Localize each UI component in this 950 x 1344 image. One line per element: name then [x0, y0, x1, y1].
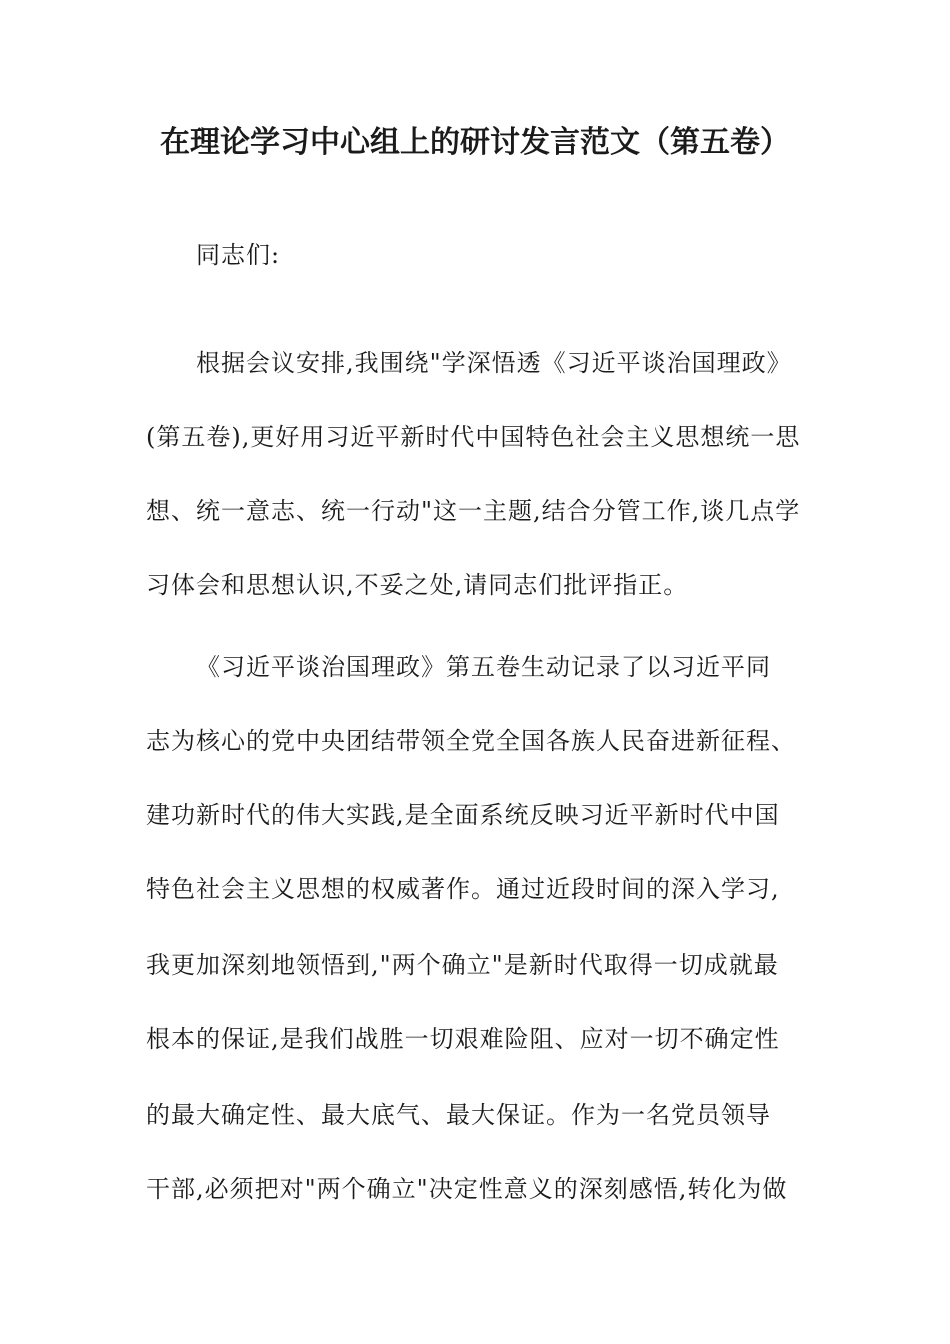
- paragraph-line: 《习近平谈治国理政》第五卷生动记录了以习近平同: [196, 653, 771, 681]
- paragraph-line: 根据会议安排,我围绕"学深悟透《习近平谈治国理政》: [196, 349, 792, 377]
- paragraph-line: 想、统一意志、统一行动"这一主题,结合分管工作,谈几点学: [146, 497, 801, 525]
- paragraph-line: 特色社会主义思想的权威著作。通过近段时间的深入学习,: [146, 875, 780, 903]
- paragraph-line: 根本的保证,是我们战胜一切艰难险阻、应对一切不确定性: [146, 1025, 780, 1053]
- paragraph-line: 的最大确定性、最大底气、最大保证。作为一名党员领导: [146, 1101, 771, 1129]
- paragraph-line: 我更加深刻地领悟到,"两个确立"是新时代取得一切成就最: [146, 951, 779, 979]
- paragraph-line: 习体会和思想认识,不妥之处,请同志们批评指正。: [146, 571, 689, 599]
- document-title: 在理论学习中心组上的研讨发言范文（第五卷）: [160, 125, 790, 160]
- salutation: 同志们:: [196, 241, 281, 269]
- paragraph-line: (第五卷),更好用习近平新时代中国特色社会主义思想统一思: [146, 423, 801, 451]
- paragraph-line: 干部,必须把对"两个确立"决定性意义的深刻感悟,转化为做: [146, 1175, 788, 1203]
- paragraph-line: 建功新时代的伟大实践,是全面系统反映习近平新时代中国: [146, 801, 780, 829]
- paragraph-line: 志为核心的党中央团结带领全党全国各族人民奋进新征程、: [146, 727, 796, 755]
